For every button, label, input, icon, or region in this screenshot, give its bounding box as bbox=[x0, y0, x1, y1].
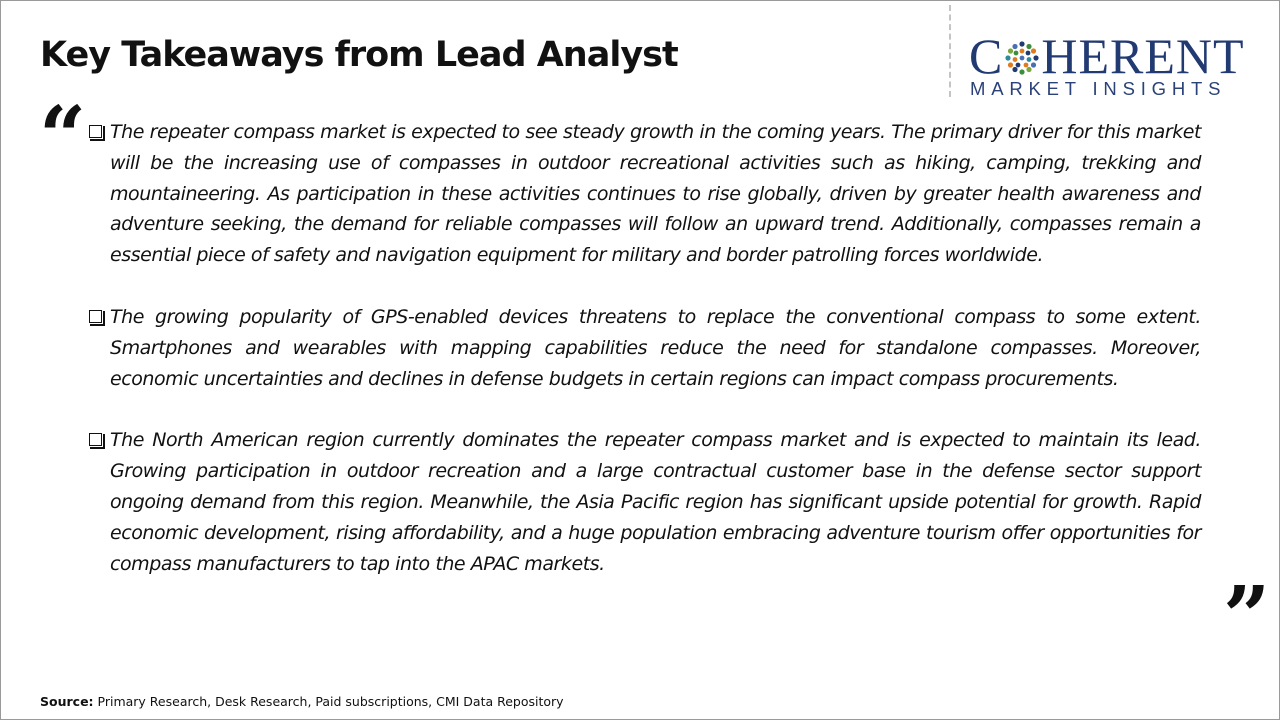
logo-wordmark bbox=[969, 29, 1245, 83]
takeaway-text: The North American region currently dominates the repeater compass market and is expected to maintain its lead. Growing participation in outdoor recreation and a large contractual customer base in the defense sector support ongoing demand from this region. Meanwhile, the Asia Pacific region has significant upside potential for growth. Rapid economic development, rising affordability, and a huge population embracing adventure tourism offer opportunities for compass manufacturers to tap into the APAC markets. bbox=[110, 429, 1201, 575]
coherent-logo bbox=[967, 29, 1263, 101]
takeaway-item bbox=[87, 117, 1201, 271]
takeaway-text: The repeater compass market is expected to see steady growth in the coming years. The primary driver for this market will be the increasing use of compasses in outdoor recreational activities such as hiking, camping, trekking and mountaineering. As participation in these activities continues to rise globally, driven by greater health awareness and adventure seeking, the demand for reliable compasses will follow an upward trend. Additionally, compasses remain a essential piece of safety and navigation equipment for military and border patrolling forces worldwide. bbox=[110, 121, 1201, 267]
open-quote-icon: “ bbox=[39, 89, 87, 185]
source-label: Source: bbox=[40, 694, 94, 709]
source-text: Primary Research, Desk Research, Paid subscriptions, CMI Data Repository bbox=[93, 694, 564, 709]
logo-letters-rest: HERENT bbox=[1041, 28, 1245, 84]
logo-divider bbox=[949, 5, 951, 97]
logo-letter-c: C bbox=[969, 28, 1004, 84]
checkbox-bullet-icon bbox=[89, 125, 102, 138]
page-title: Key Takeaways from Lead Analyst bbox=[40, 35, 678, 75]
close-quote-icon: ” bbox=[1223, 569, 1271, 665]
checkbox-bullet-icon bbox=[89, 310, 102, 323]
source-note bbox=[40, 694, 564, 709]
takeaway-text: The growing popularity of GPS-enabled devices threatens to replace the conventional compass to some extent. Smartphones and wearables with mapping capabilities reduce the need for standalone compasses. Moreover, economic uncertainties and declines in defense budgets in certain regions can impact compass procurements. bbox=[110, 305, 1201, 390]
takeaways-list bbox=[87, 117, 1201, 610]
globe-dots-icon bbox=[1004, 40, 1040, 76]
checkbox-bullet-icon bbox=[89, 433, 102, 446]
logo-tagline: MARKET INSIGHTS bbox=[970, 78, 1227, 99]
takeaway-item bbox=[87, 425, 1201, 579]
takeaway-item bbox=[87, 302, 1201, 394]
